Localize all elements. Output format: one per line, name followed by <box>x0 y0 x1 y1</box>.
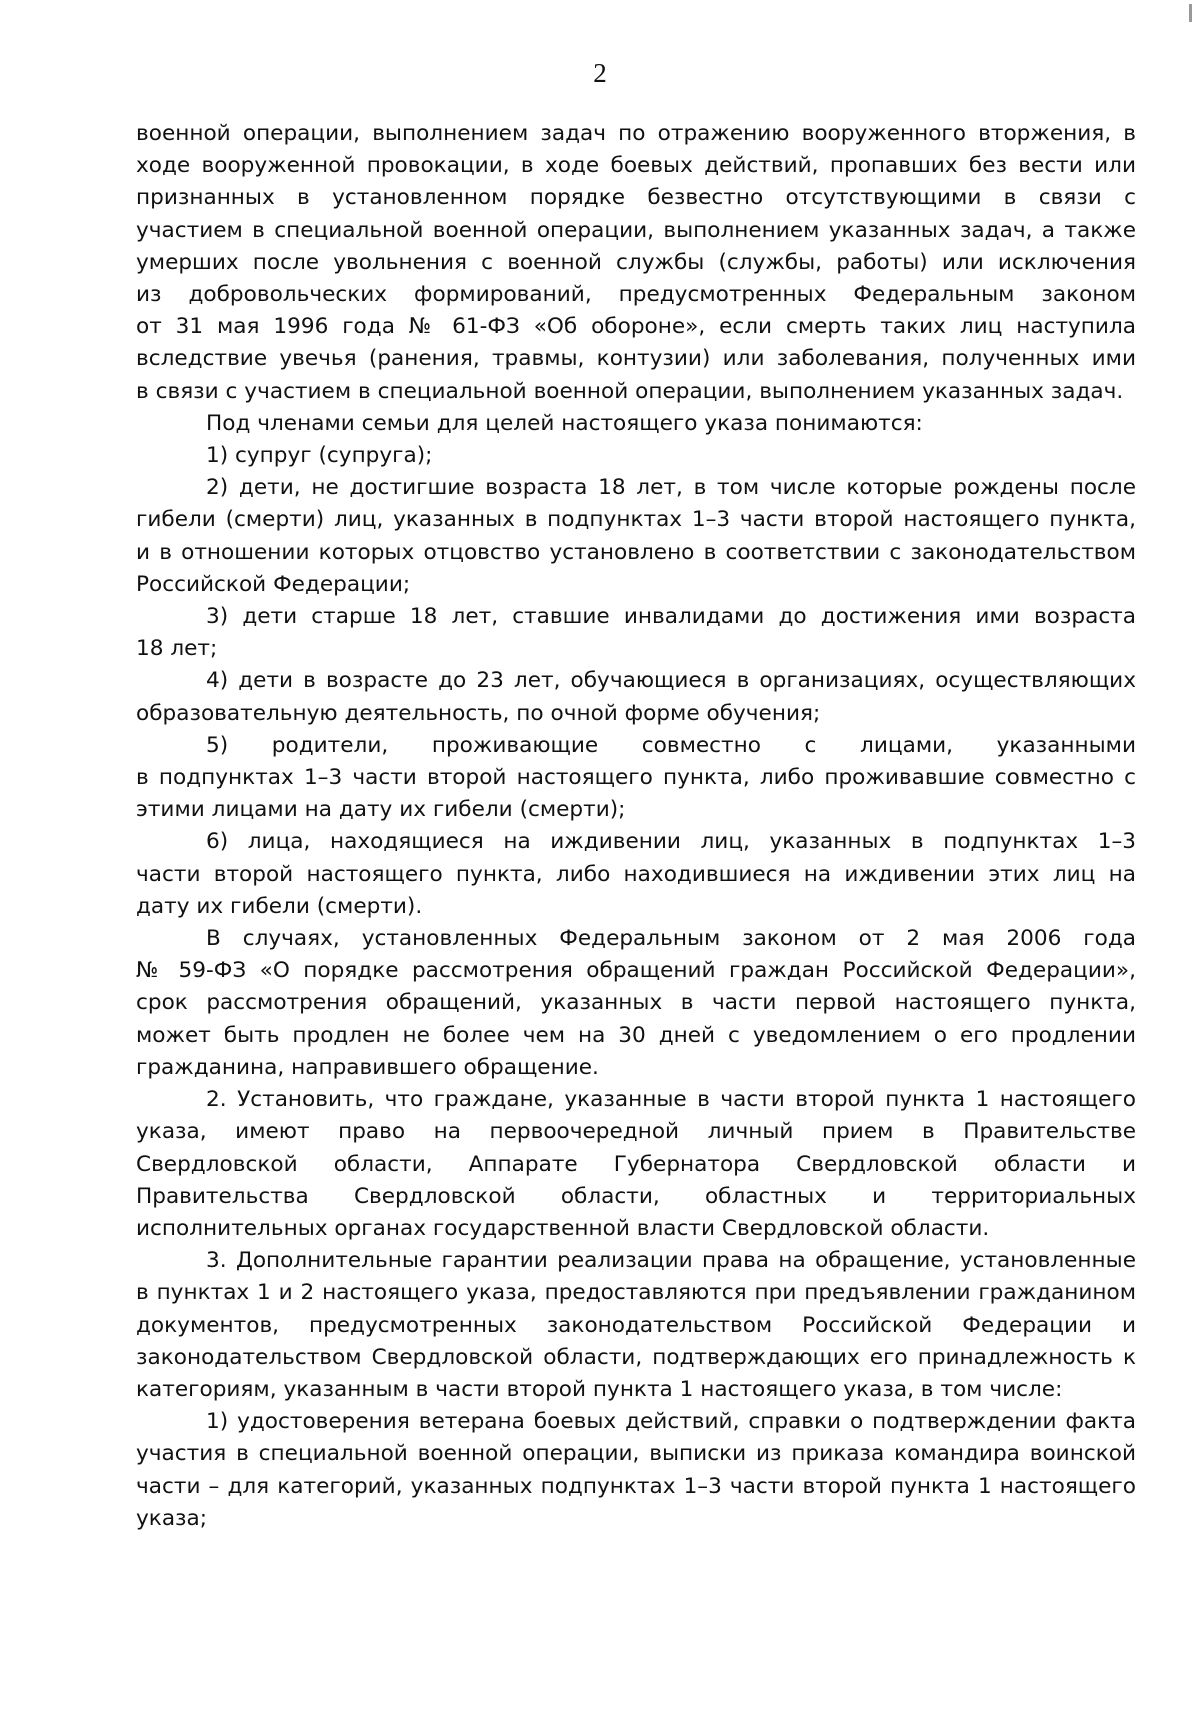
document-paragraph <box>136 408 1136 440</box>
document-paragraph <box>136 730 1136 827</box>
text-line: участия в специальной военной операции, выписки из приказа командира воинской <box>136 1441 1136 1467</box>
scan-corner-mark <box>1189 4 1192 22</box>
text-line: участием в специальной военной операции, выполнением указанных задач, а также <box>136 217 1136 243</box>
text-line: дату их гибели (смерти). <box>136 893 423 919</box>
text-line: Правительства Свердловской области, областных и территориальных <box>136 1183 1136 1209</box>
document-paragraph <box>136 665 1136 729</box>
document-paragraph <box>136 601 1136 665</box>
document-paragraph <box>136 923 1136 1084</box>
text-line: гражданина, направившего обращение. <box>136 1054 599 1080</box>
text-line: может быть продлен не более чем на 30 дней с уведомлением о его продлении <box>136 1022 1136 1048</box>
page-number: 2 <box>593 58 607 88</box>
text-line: военной операции, выполнением задач по отражению вооруженного вторжения, в <box>136 121 1136 146</box>
text-line: вследствие увечья (ранения, травмы, контузии) или заболевания, полученных ими <box>136 346 1136 372</box>
text-line: указа, имеют право на первоочередной личный прием в Правительстве <box>136 1119 1136 1145</box>
document-paragraph <box>136 472 1136 601</box>
document-body <box>136 118 1136 1535</box>
text-line: 18 лет; <box>136 636 218 662</box>
text-line: исполнительных органах государственной власти Свердловской области. <box>136 1215 990 1241</box>
document-paragraph <box>136 440 1136 472</box>
text-line: 3. Дополнительные гарантии реализации права на обращение, установленные <box>206 1248 1136 1274</box>
text-line: 2) дети, не достигшие возраста 18 лет, в том числе которые рождены после <box>206 475 1136 501</box>
text-line: 2. Установить, что граждане, указанные в части второй пункта 1 настоящего <box>206 1087 1136 1113</box>
text-line: в связи с участием в специальной военной операции, выполнением указанных задач. <box>136 378 1124 404</box>
document-paragraph <box>136 826 1136 923</box>
text-line: из добровольческих формирований, предусмотренных Федеральным законом <box>136 282 1136 308</box>
text-line: умерших после увольнения с военной службы (службы, работы) или исключения <box>136 249 1136 275</box>
text-line: 1) супруг (супруга); <box>206 443 433 469</box>
text-line: 5) родители, проживающие совместно с лицами, указанными <box>206 732 1136 758</box>
text-line: Свердловской области, Аппарате Губернатора Свердловской области и <box>136 1151 1136 1177</box>
text-line: 6) лица, находящиеся на иждивении лиц, указанных в подпунктах 1–3 <box>206 829 1136 855</box>
text-line: образовательную деятельность, по очной форме обучения; <box>136 700 821 726</box>
text-line: признанных в установленном порядке безвестно отсутствующими в связи с <box>136 185 1136 211</box>
document-paragraph <box>136 1084 1136 1245</box>
text-line: законодательством Свердловской области, подтверждающих его принадлежность к <box>136 1344 1136 1370</box>
text-line: части – для категорий, указанных подпунктах 1–3 части второй пункта 1 настоящего <box>136 1473 1136 1499</box>
text-line: Российской Федерации; <box>136 571 411 597</box>
text-line: части второй настоящего пункта, либо находившиеся на иждивении этих лиц на <box>136 861 1136 887</box>
text-line: 1) удостоверения ветерана боевых действий, справки о подтверждении факта <box>206 1409 1136 1435</box>
document-paragraph <box>136 118 1136 408</box>
document-paragraph <box>136 1245 1136 1406</box>
text-line: этими лицами на дату их гибели (смерти); <box>136 797 626 823</box>
text-line: и в отношении которых отцовство установлено в соответствии с законодательством <box>136 539 1136 565</box>
text-line: документов, предусмотренных законодательством Российской Федерации и <box>136 1312 1136 1338</box>
text-line: в подпунктах 1–3 части второй настоящего пункта, либо проживавшие совместно с <box>136 765 1136 791</box>
text-line: Под членами семьи для целей настоящего указа понимаются: <box>206 410 923 436</box>
text-line: от 31 мая 1996 года № 61-ФЗ «Об обороне», если смерть таких лиц наступила <box>136 314 1136 340</box>
text-line: В случаях, установленных Федеральным законом от 2 мая 2006 года <box>206 926 1136 952</box>
text-line: 4) дети в возрасте до 23 лет, обучающиеся в организациях, осуществляющих <box>206 668 1136 694</box>
text-line: № 59-ФЗ «О порядке рассмотрения обращений граждан Российской Федерации», <box>136 958 1136 984</box>
text-line: ходе вооруженной провокации, в ходе боевых действий, пропавших без вести или <box>136 153 1136 179</box>
text-line: в пунктах 1 и 2 настоящего указа, предоставляются при предъявлении гражданином <box>136 1280 1136 1306</box>
text-line: срок рассмотрения обращений, указанных в части первой настоящего пункта, <box>136 990 1136 1016</box>
document-paragraph <box>136 1406 1136 1535</box>
text-line: указа; <box>136 1505 208 1531</box>
text-line: гибели (смерти) лиц, указанных в подпунктах 1–3 части второй настоящего пункта, <box>136 507 1136 533</box>
text-line: 3) дети старше 18 лет, ставшие инвалидами до достижения ими возраста <box>206 604 1136 630</box>
text-line: категориям, указанным в части второй пункта 1 настоящего указа, в том числе: <box>136 1376 1063 1402</box>
